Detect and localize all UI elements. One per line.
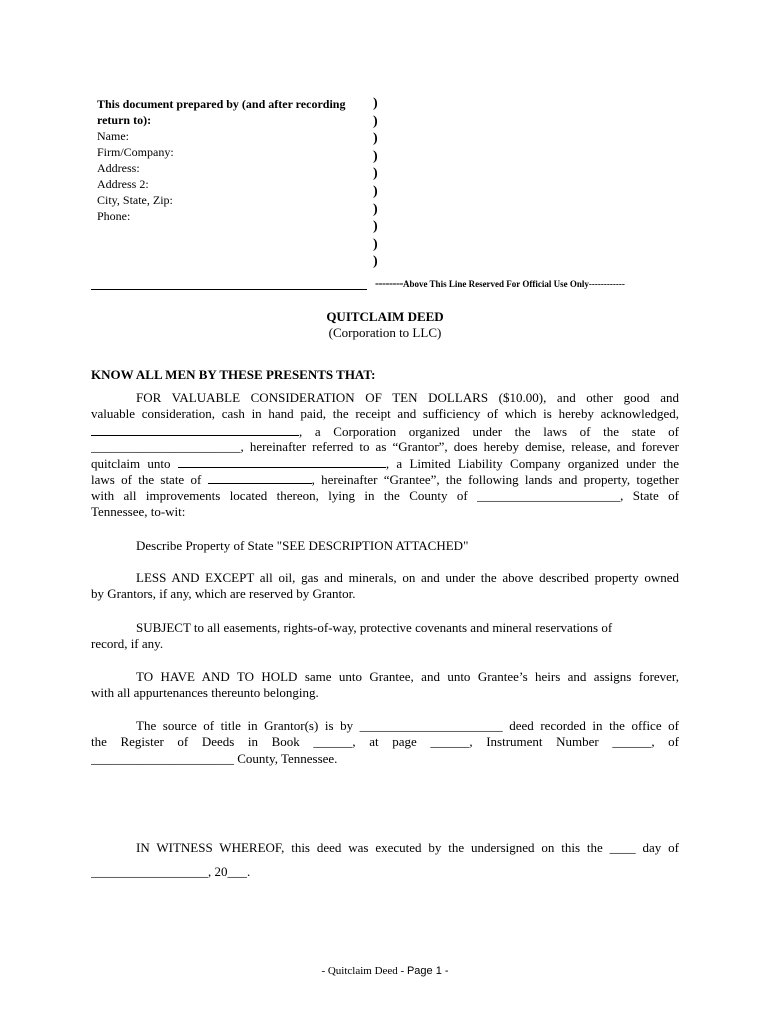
footer-doc-name: - Quitclaim Deed - <box>321 965 407 977</box>
witness-paragraph: IN WITNESS WHEREOF, this deed was executed by the undersigned on this the ____ day of <box>136 840 679 855</box>
preparer-address2-label: Address 2: <box>97 177 149 191</box>
preparer-block <box>97 96 367 224</box>
recording-divider-line <box>91 289 367 290</box>
grantee-state-blank[interactable] <box>208 471 312 484</box>
grantee-name-blank[interactable] <box>178 455 386 468</box>
presents-heading: KNOW ALL MEN BY THESE PRESENTS THAT: <box>91 367 376 382</box>
document-subtitle: (Corporation to LLC) <box>328 325 442 340</box>
official-use-notice: --------Above This Line Reserved For Official Use Only------------ <box>375 276 625 290</box>
preparer-city-label: City, State, Zip: <box>97 193 173 207</box>
less-except-paragraph: LESS AND EXCEPT all oil, gas and minerals, on and under the above described property owned by Grantors, if any, which are reserved by Grantor. <box>91 570 679 602</box>
preparer-name-label: Name: <box>97 129 129 143</box>
grantor-name-blank[interactable] <box>91 423 299 436</box>
official-use-text: Above This Line Reserved For Official Use Only <box>402 279 589 289</box>
preparer-heading: This document prepared by (and after recording return to): <box>97 97 346 127</box>
footer-page-number: Page 1 - <box>406 965 449 977</box>
subject-paragraph: SUBJECT to all easements, rights-of-way, protective covenants and mineral reservations of record, if any. <box>91 620 613 652</box>
preparer-firm-label: Firm/Company: <box>97 145 174 159</box>
preparer-phone-label: Phone: <box>97 209 131 223</box>
bracket-column: ) ) ) ) ) ) ) ) ) ) <box>373 96 378 270</box>
page-footer <box>0 965 770 977</box>
property-description: Describe Property of State "SEE DESCRIPTION ATTACHED" <box>136 538 469 553</box>
witness-date-line: __________________, 20___. <box>91 864 251 879</box>
preparer-address-label: Address: <box>97 161 140 175</box>
source-of-title-paragraph: The source of title in Grantor(s) is by ______________________ deed recorded in the office of the Register of Deeds in Book ______, at page ______, Instrument Number ______, of ______________________ County, Tennessee. <box>91 718 679 766</box>
consideration-paragraph: FOR VALUABLE CONSIDERATION OF TEN DOLLARS ($10.00), and other good and valuable consideration, cash in hand paid, the receipt and sufficiency of which is hereby acknowledged, , a Corporation organized under the laws of the state of _______________________, hereinafter referred to as “Grantor”, does hereby demise, release, and forever quitclaim unto , a Limited Liability Company organized under the laws of the state of , hereinafter “Grantee”, the following lands and property, together with all improvements located thereon, lying in the County of ______________________, State of Tennessee, to-wit: <box>91 390 679 520</box>
habendum-paragraph: TO HAVE AND TO HOLD same unto Grantee, and unto Grantee’s heirs and assigns forever, with all appurtenances thereunto belonging. <box>91 669 679 701</box>
document-title: QUITCLAIM DEED <box>326 309 444 324</box>
